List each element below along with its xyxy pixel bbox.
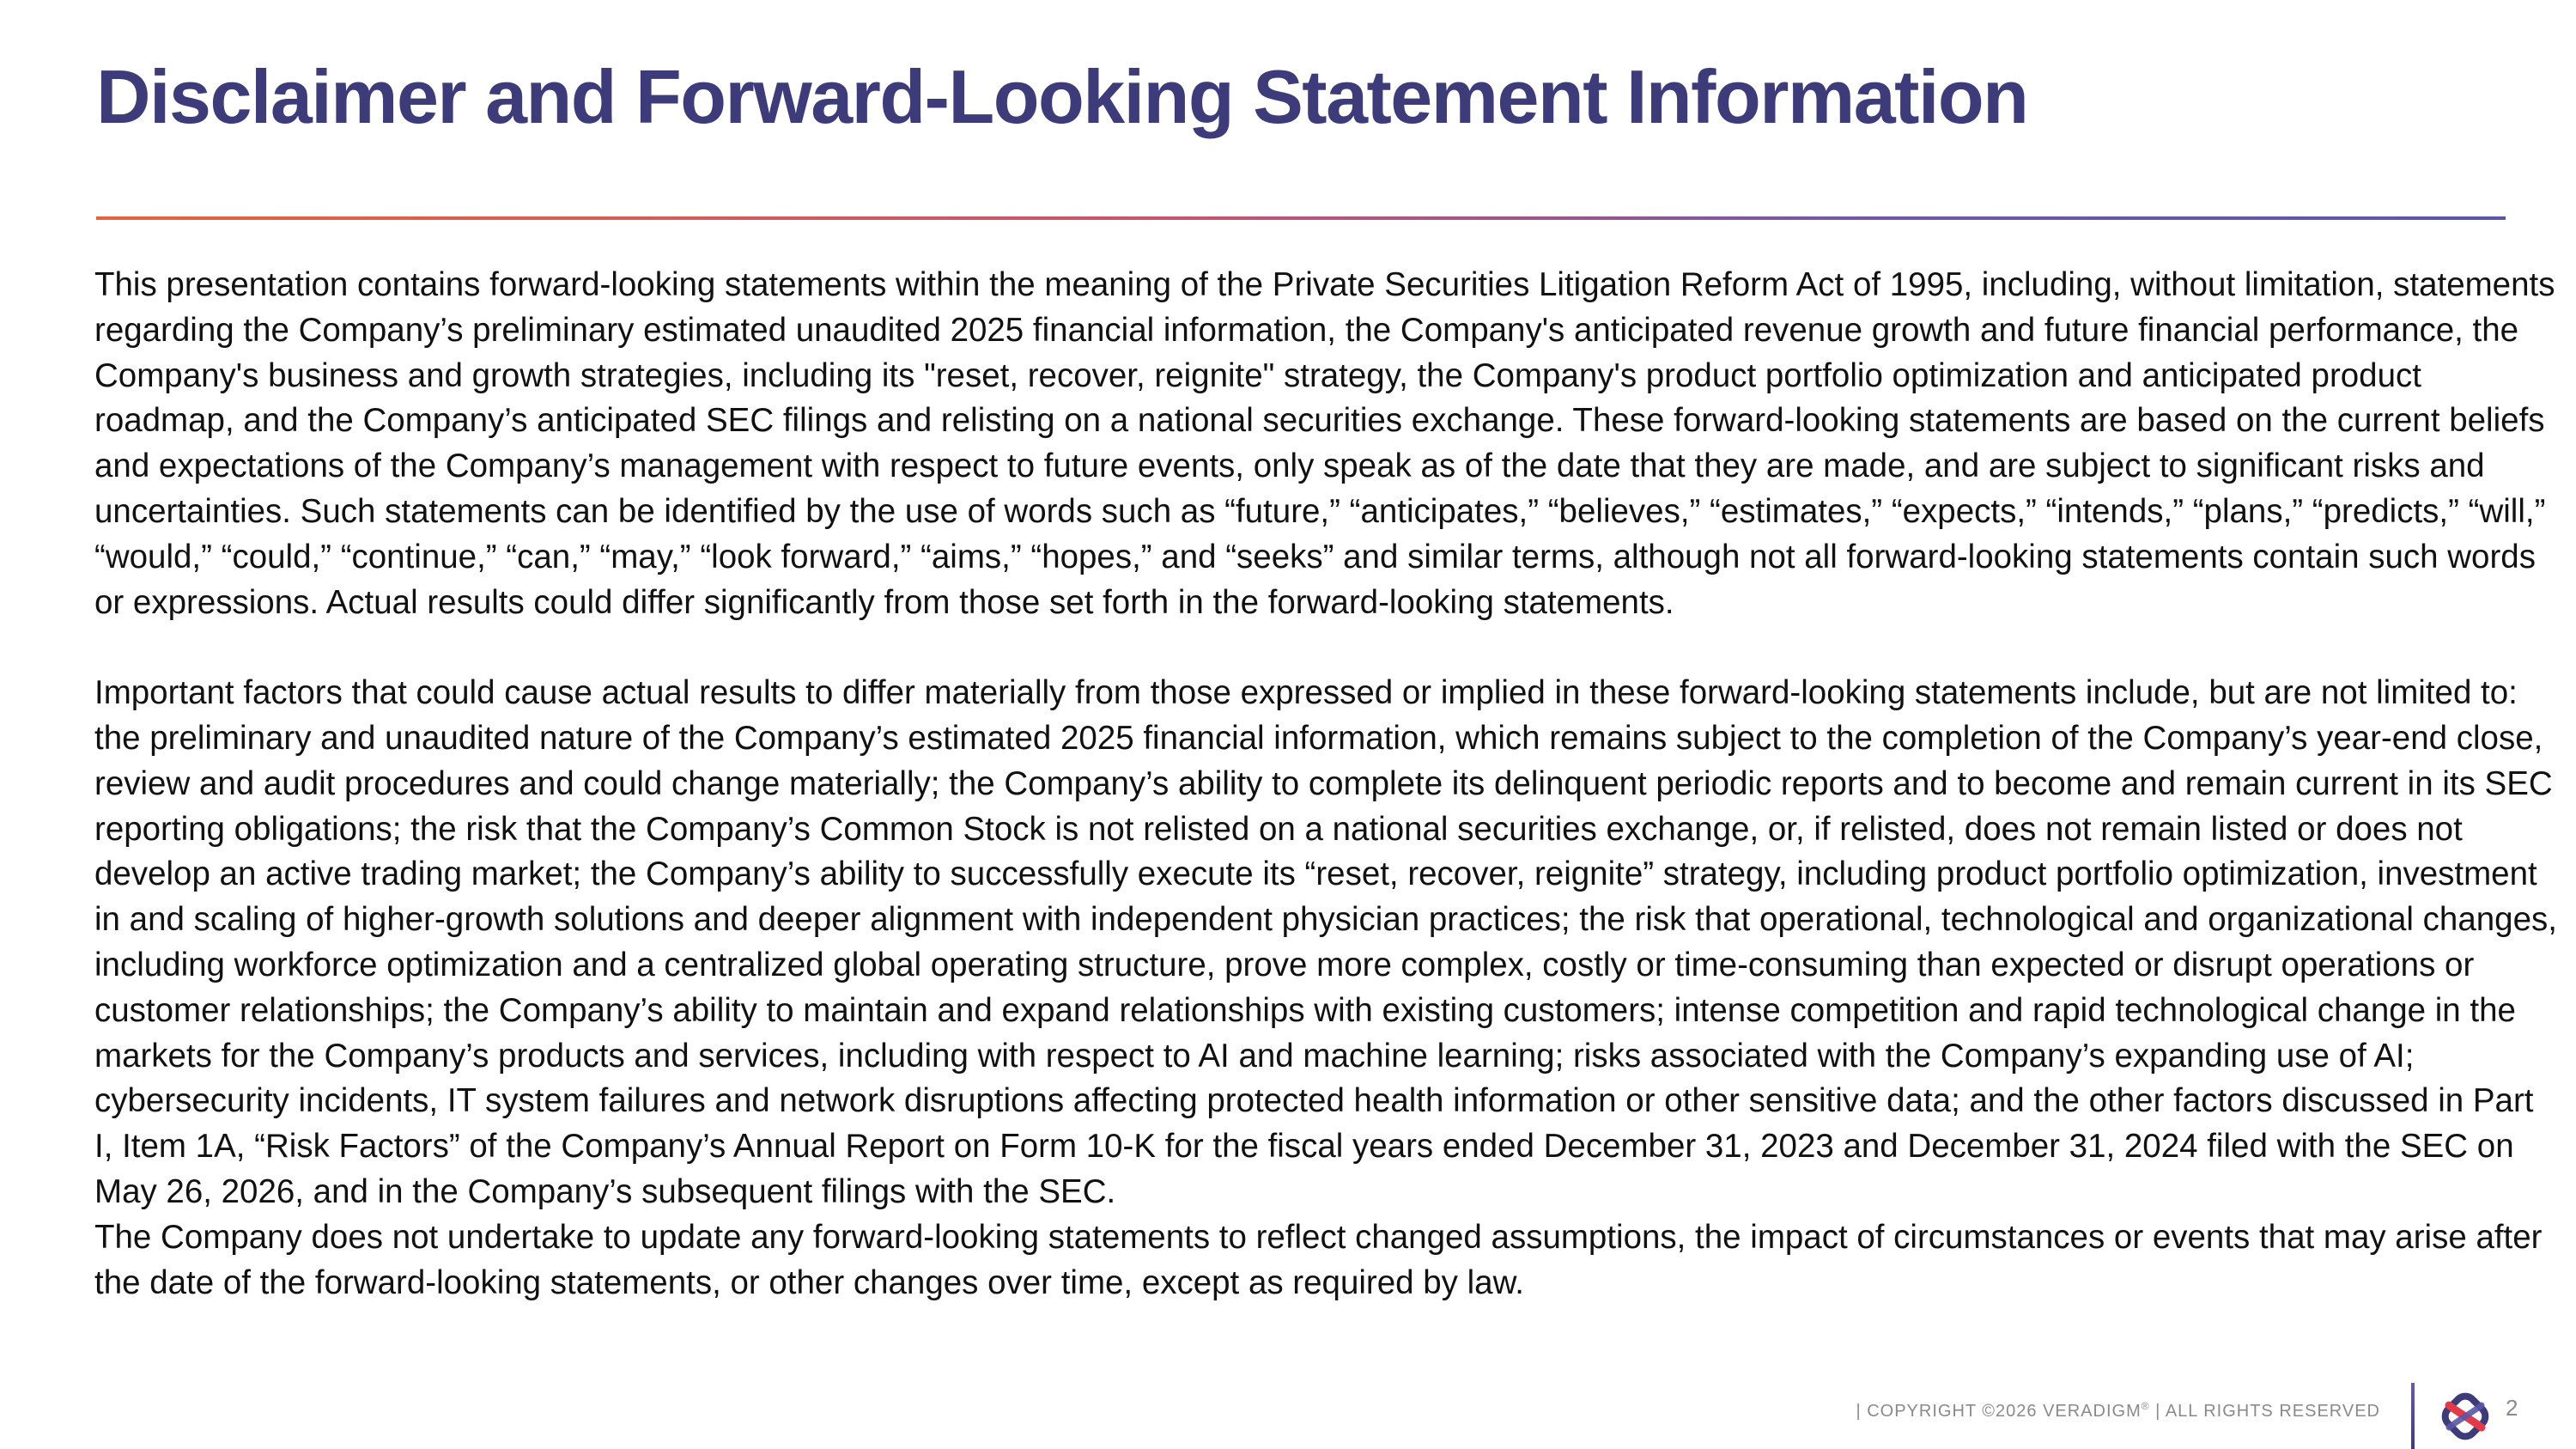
footer-divider	[2411, 1383, 2415, 1449]
paragraph-important-factors: Important factors that could cause actual results to differ materially from those expressed or implied in these forward-looking statements include, but are not limited to: the preliminary and unaudited nature of the Company’s estimated 2025 financial information, which remains subject to the completion of the Company’s year-end close, review and audit procedures and could change materially; the Company’s ability to complete its delinquent periodic reports and to become and remain current in its SEC reporting obligations; the risk that the Company’s Common Stock is not relisted on a national securities exchange, or, if relisted, does not remain listed or does not develop an active trading market; the Company’s ability to successfully execute its “reset, recover, reignite” strategy, including product portfolio optimization, investment in and scaling of higher-growth solutions and deeper alignment with independent physician practices; the risk that operational, technological and organizational changes, including workforce optimization and a centralized global operating structure, prove more complex, costly or time-consuming than expected or disrupt operations or customer relationships; the Company’s ability to maintain and expand relationships with existing customers; intense competition and rapid technological change in the markets for the Company’s products and services, including with respect to AI and machine learning; risks associated with the Company’s expanding use of AI; cybersecurity incidents, IT system failures and network disruptions affecting protected health information or other sensitive data; and the other factors discussed in Part I, Item 1A, “Risk Factors” of the Company’s Annual Report on Form 10-K for the fiscal years ended December 31, 2023 and December 31, 2024 filed with the SEC on May 26, 2026, and in the Company’s subsequent filings with the SEC.	[94, 674, 2557, 1210]
veradigm-logo-icon	[2437, 1388, 2494, 1445]
trademark-symbol: ®	[2141, 1400, 2150, 1412]
copyright-text: | COPYRIGHT ©2026 VERADIGM® | ALL RIGHTS RESERVED	[1856, 1400, 2380, 1421]
disclaimer-body	[94, 263, 2559, 1306]
slide-title: Disclaimer and Forward-Looking Statement Information	[96, 54, 2028, 139]
title-divider	[96, 216, 2506, 220]
paragraph-forward-looking: This presentation contains forward-looking statements within the meaning of the Private Securities Litigation Reform Act of 1995, including, without limitation, statements regarding the Company’s preliminary estimated unaudited 2025 financial information, the Company's anticipated revenue growth and future financial performance, the Company's business and growth strategies, including its "reset, recover, reignite" strategy, the Company's product portfolio optimization and anticipated product roadmap, and the Company’s anticipated SEC filings and relisting on a national securities exchange. These forward-looking statements are based on the current beliefs and expectations of the Company’s management with respect to future events, only speak as of the date that they are made, and are subject to significant risks and uncertainties. Such statements can be identified by the use of words such as “future,” “anticipates,” “believes,” “estimates,” “expects,” “intends,” “plans,” “predicts,” “will,” “would,” “could,” “continue,” “can,” “may,” “look forward,” “aims,” “hopes,” and “seeks” and similar terms, although not all forward-looking statements contain such words or expressions. Actual results could differ significantly from those set forth in the forward-looking statements.	[94, 266, 2555, 621]
footer	[0, 1400, 2576, 1426]
paragraph-no-update: The Company does not undertake to update any forward-looking statements to reflect changed assumptions, the impact of circumstances or events that may arise after the date of the forward-looking statements, or other changes over time, except as required by law.	[94, 1218, 2543, 1301]
page-number: 2	[2506, 1395, 2518, 1421]
